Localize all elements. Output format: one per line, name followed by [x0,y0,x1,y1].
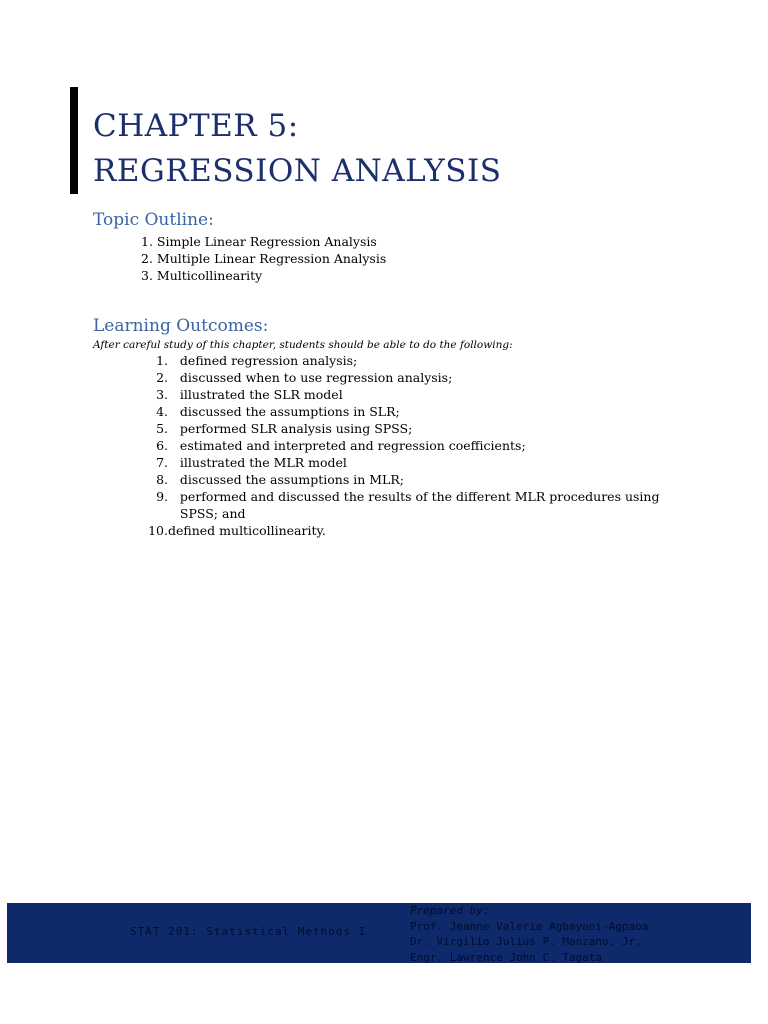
outcome-number: 2. [156,370,168,385]
outcome-number: 1. [156,353,168,368]
outcome-text: performed SLR analysis using SPSS; [179,421,413,436]
topic-item: 2. Multiple Linear Regression Analysis [141,251,387,266]
author-name: Dr. Virgilio Julius P. Manzano, Jr. [410,935,642,948]
outcome-number: 9. [156,489,168,504]
outcome-item [140,386,680,403]
outcome-text: estimated and interpreted and regression coefficients; [179,438,526,453]
outcome-number: 10. [148,523,168,538]
outcome-number [140,505,168,522]
topic-item: 1. Simple Linear Regression Analysis [141,234,377,249]
outcome-item [140,454,680,471]
outcome-item [140,522,680,539]
outcome-text: illustrated the MLR model [179,455,347,470]
outcome-text: defined regression analysis; [179,353,358,368]
learning-outcomes-heading: Learning Outcomes: [93,316,269,336]
topic-outline-heading: Topic Outline: [93,210,214,230]
prepared-by-label: Prepared by: [410,904,490,917]
outcome-number: 4. [156,404,168,419]
outcome-item [140,369,680,386]
outcome-item [140,488,680,505]
author-name: Prof. Jeanne Valerie Agbayani-Agpaoa [410,919,649,933]
outcome-text: defined multicollinearity. [168,523,326,538]
footer-credits [410,903,648,965]
outcome-text: discussed when to use regression analysis; [179,370,453,385]
outcome-number: 6. [156,438,168,453]
outcome-text: SPSS; and [179,506,246,521]
outcome-text: illustrated the SLR model [179,387,343,402]
outcome-number: 3. [156,387,168,402]
outcome-text: discussed the assumptions in SLR; [179,404,400,419]
outcome-item [140,352,680,369]
outcome-item [140,403,680,420]
outcome-item [140,420,680,437]
outcome-number: 8. [156,472,168,487]
learning-outcomes-intro: After careful study of this chapter, students should be able to do the following: [93,339,513,351]
topic-item: 3. Multicollinearity [141,268,263,283]
outcome-item-continuation [140,505,680,522]
chapter-accent-bar [70,87,78,194]
outcome-number: 7. [156,455,168,470]
learning-outcomes-list [140,352,680,539]
chapter-number: CHAPTER 5: [93,108,299,144]
chapter-title [93,104,501,194]
footer-course-title: STAT 201: Statistical Methods I [130,925,367,938]
author-name: Engr. Lawrence John C. Tagata [410,950,603,964]
outcome-item [140,437,680,454]
outcome-item [140,471,680,488]
topic-outline-list [141,233,386,284]
chapter-name: REGRESSION ANALYSIS [93,153,502,189]
outcome-number: 5. [156,421,168,436]
outcome-text: performed and discussed the results of the different MLR procedures using [179,489,660,504]
outcome-text: discussed the assumptions in MLR; [179,472,404,487]
